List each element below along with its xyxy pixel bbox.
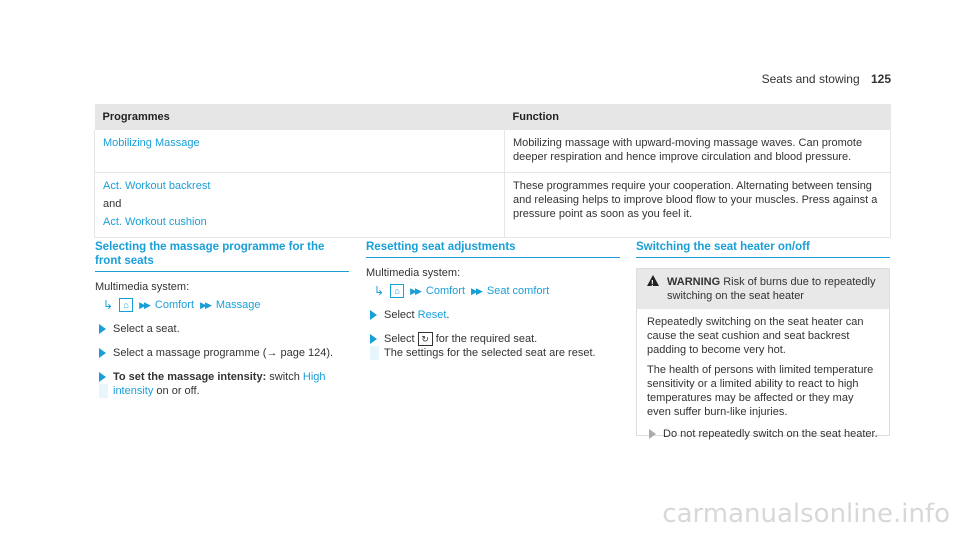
path-arrow-icon: ↳ [103,298,114,312]
programmes-table [94,104,891,238]
page-reference: → page 124 [266,347,327,359]
system-label: Multimedia system: [366,267,461,279]
table-row [95,130,891,173]
step [366,308,620,322]
programme-name [95,173,505,238]
section-title: Resetting seat adjustments [366,240,620,258]
chevron-right-icon: ▶▶ [410,286,420,296]
step-bullet-icon [366,332,384,360]
path-item: Massage [215,299,261,311]
section-title: Switching the seat heater on/off [636,240,890,258]
section-seat-heater [636,240,890,258]
menu-path [95,298,349,312]
programme-name: Mobilizing Massage [95,130,505,173]
path-item: Comfort [425,285,466,297]
programme-function: These programmes require your cooperation. Alternating between tensing and releasing helps to improve blood flow to your muscles. Press against a pressure point as soon as you feel it. [505,173,891,238]
chevron-right-icon: ▶▶ [471,286,481,296]
path-item: Comfort [154,299,195,311]
section-title: Selecting the massage programme for the front seats [95,240,349,272]
home-icon: ⌂ [119,298,133,312]
table-header-row [95,104,891,130]
step-bullet-icon [95,346,113,360]
step-text: Select a massage programme (→ page 124). [113,347,334,359]
setting-link: Reset [417,309,447,321]
system-label: Multimedia system: [95,281,190,293]
page-header [762,72,891,86]
warning-label: WARNING [667,276,721,288]
warning-paragraph: The health of persons with limited temperature sensitivity or a limited ability to react to high temperatures may be affected or they may even suffer burn-like injuries. [647,364,874,418]
step-text: To set the massage intensity: switch High intensity on or off. [113,371,326,397]
page-number: 125 [870,72,891,86]
programme-and: and [103,198,122,210]
chevron-right-icon: ▶▶ [200,300,210,310]
setting-link: High intensity [113,371,326,397]
step [95,370,349,398]
step-text: Select ↻ for the required seat. The settings for the selected seat are reset. [384,333,596,360]
step-text: Select a seat. [113,323,180,335]
path-arrow-icon: ↳ [374,284,385,298]
warning-icon: ! [647,275,659,286]
chevron-right-icon: ▶▶ [139,300,149,310]
step-note: The settings for the selected seat are reset. [384,347,596,360]
programme-function: Mobilizing massage with upward-moving massage waves. Can promote deeper respiration and hence improve circulation and blood pressure. [505,130,891,173]
path-item: Seat comfort [486,285,550,297]
table-header-programmes: Programmes [95,104,505,130]
step-text: Do not repeatedly switch on the seat heater. [663,428,878,440]
step-bullet-icon [647,427,663,441]
programme-a: Act. Workout backrest [103,180,211,192]
warning-box [636,268,890,440]
step-bullet-icon [366,308,384,322]
step-bullet-icon [95,370,113,398]
step-text: Select Reset. [384,309,450,321]
table-row [95,173,891,238]
watermark: carmanualsonline.info [662,499,950,529]
step [95,322,349,336]
warning-paragraph: Repeatedly switching on the seat heater can cause the seat cushion and seat backrest padding to become very hot. [647,316,864,356]
section-reset-seat [366,240,620,360]
reset-icon: ↻ [418,332,433,346]
section-title: Seats and stowing [761,72,860,86]
programme-b: Act. Workout cushion [103,216,207,228]
warning-heading: Risk of burns due to repeatedly switching on the seat heater [667,276,876,302]
menu-path [366,284,620,298]
warning-body [637,309,889,447]
section-massage-selection [95,240,349,398]
step-bullet-icon [95,322,113,336]
table-header-function: Function [505,104,891,130]
step [647,427,879,441]
warning-header [637,269,889,309]
step [95,346,349,360]
step [366,332,620,360]
home-icon: ⌂ [390,284,404,298]
